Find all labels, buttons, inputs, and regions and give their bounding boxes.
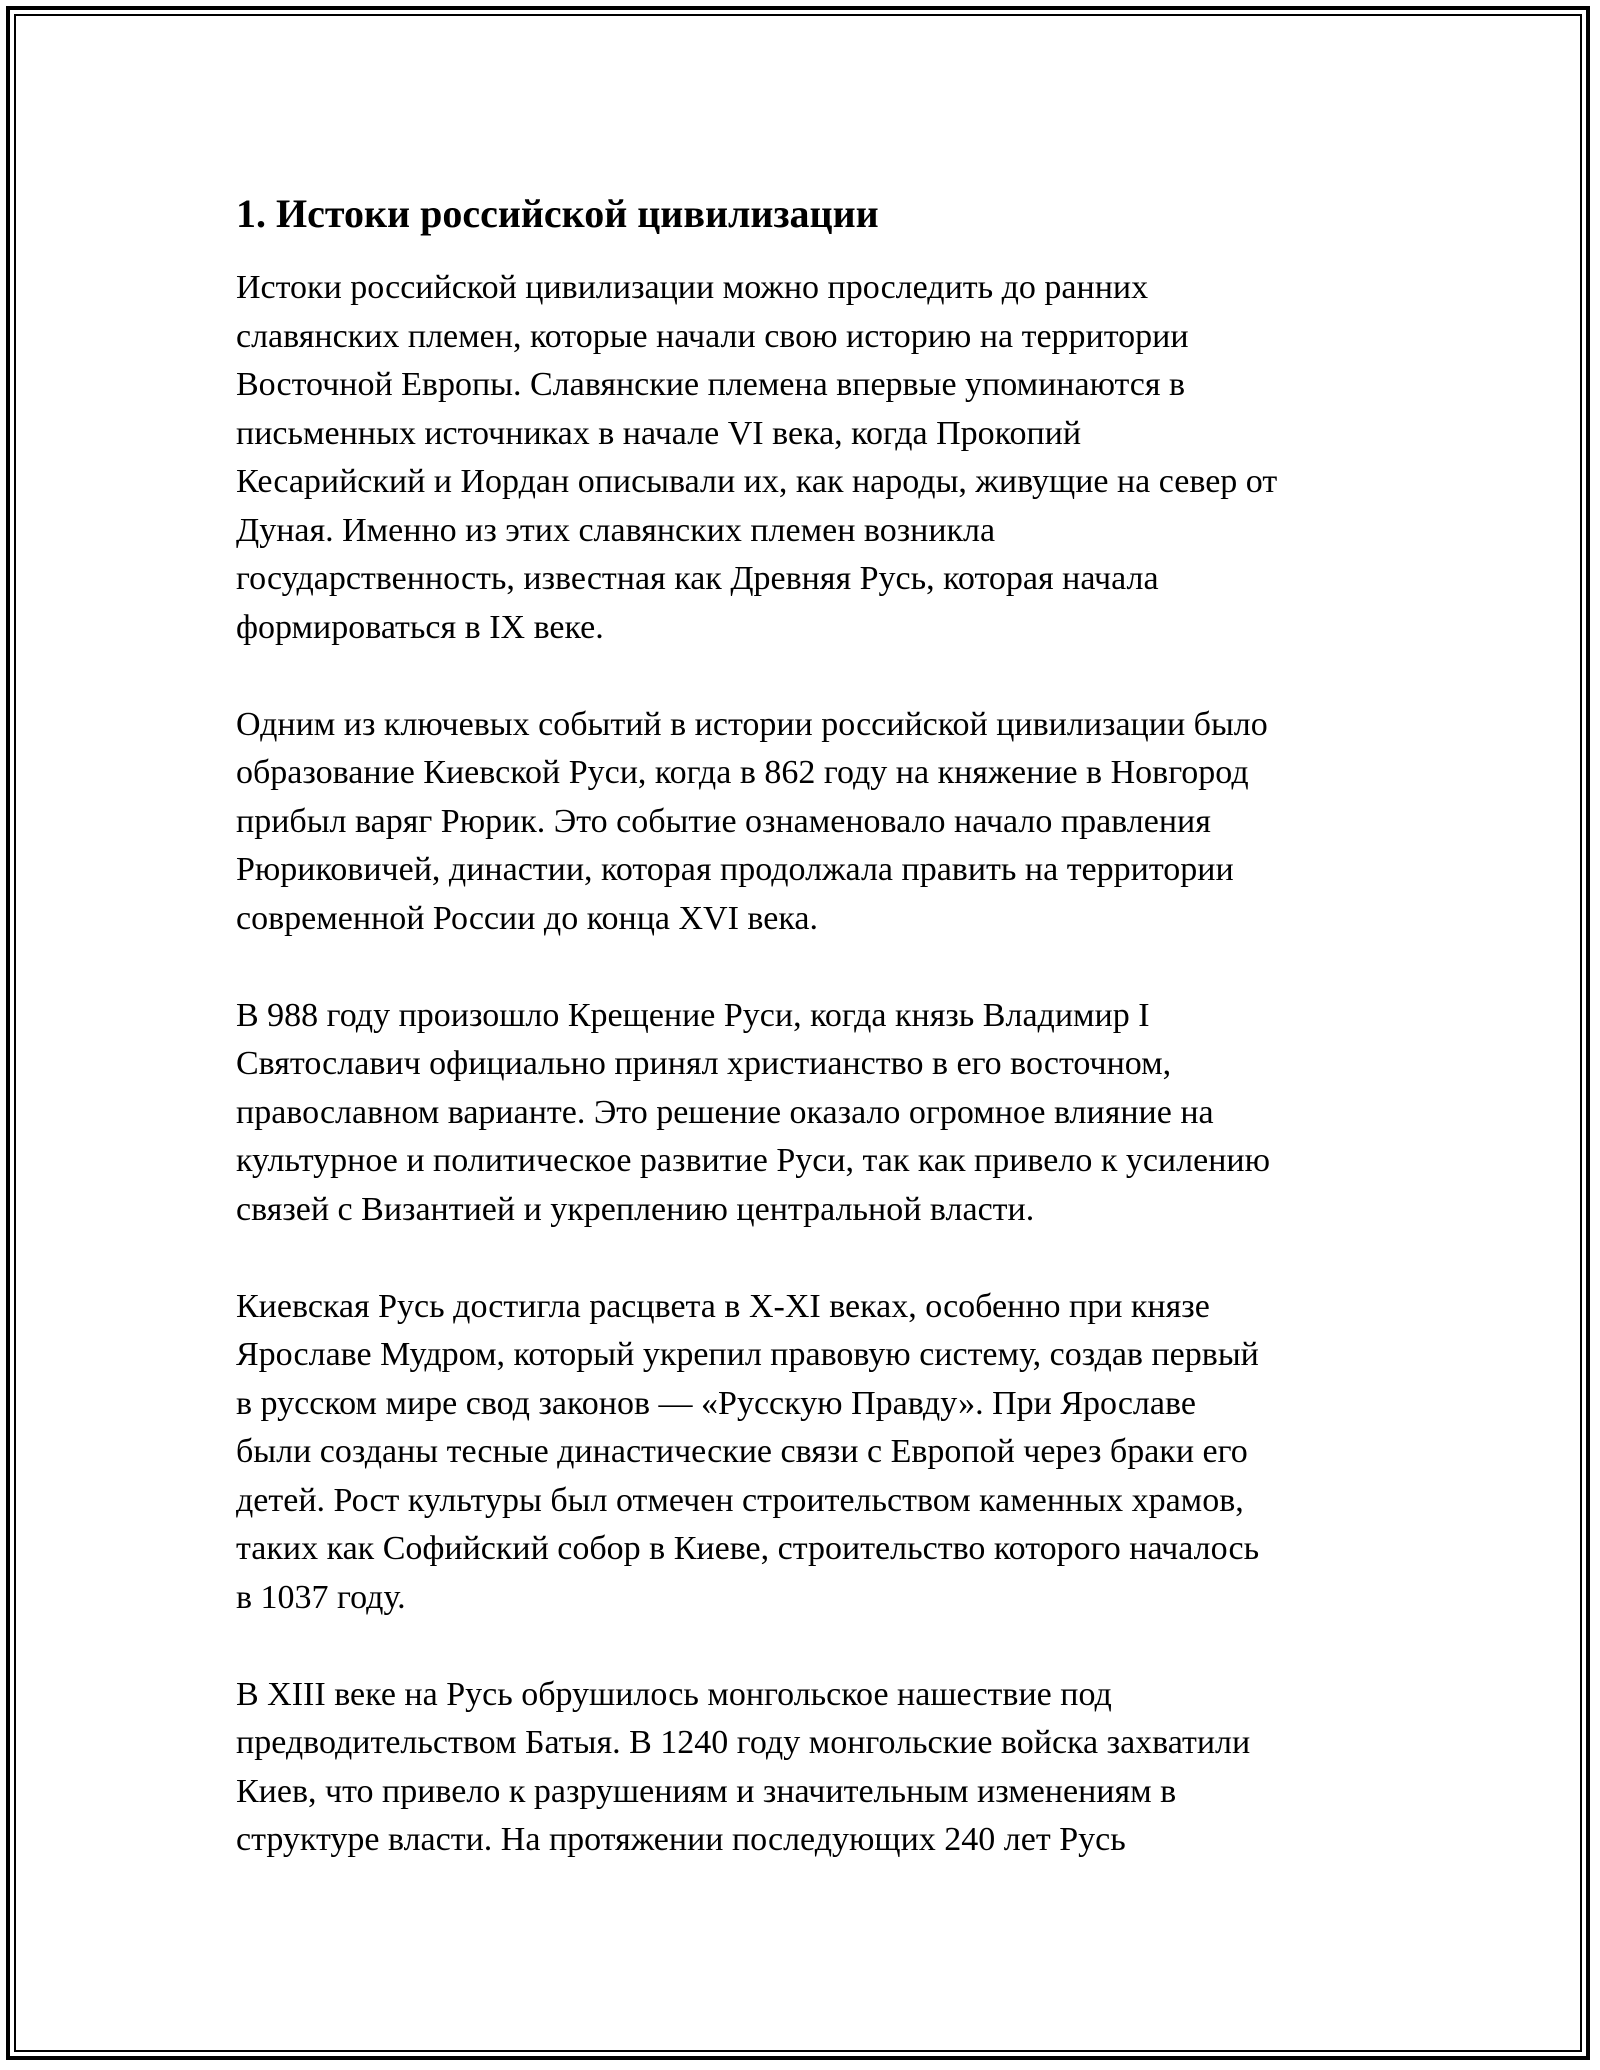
text-line: образование Киевской Руси, когда в 862 году на княжение в Новгород bbox=[236, 754, 1249, 791]
paragraph bbox=[236, 1671, 1376, 1865]
text-line: Восточной Европы. Славянские племена впервые упоминаются в bbox=[236, 366, 1186, 403]
text-line: Рюриковичей, династии, которая продолжала править на территории bbox=[236, 851, 1234, 888]
text-line: прибыл варяг Рюрик. Это событие ознаменовало начало правления bbox=[236, 802, 1211, 840]
text-line: в 1037 году. bbox=[236, 1578, 406, 1616]
text-line: письменных источниках в начале VI века, когда Прокопий bbox=[236, 414, 1082, 452]
text-line: были созданы тесные династические связи с Европой через браки его bbox=[236, 1433, 1248, 1470]
text-line: Киев, что привело к разрушениям и значительным изменениям в bbox=[236, 1772, 1177, 1810]
text-line: Дуная. Именно из этих славянских племен возникла bbox=[236, 511, 996, 549]
paragraph bbox=[236, 701, 1376, 944]
text-line: в русском мире свод законов — «Русскую Правду». При Ярославе bbox=[236, 1384, 1196, 1422]
text-line: современной России до конца XVI века. bbox=[236, 899, 818, 937]
text-line: связей с Византией и укреплению центральной власти. bbox=[236, 1190, 1035, 1228]
text-line: предводительством Батыя. В 1240 году монгольские войска захватили bbox=[236, 1724, 1251, 1761]
text-line: таких как Софийский собор в Киеве, строительство которого началось bbox=[236, 1530, 1260, 1567]
text-line: государственность, известная как Древняя Русь, которая начала bbox=[236, 560, 1159, 597]
paragraph bbox=[236, 992, 1376, 1235]
text-line: В XIII веке на Русь обрушилось монгольское нашествие под bbox=[236, 1675, 1112, 1713]
text-line: В 988 году произошло Крещение Руси, когда князь Владимир I bbox=[236, 996, 1150, 1034]
text-line: формироваться в IX веке. bbox=[236, 608, 604, 646]
text-line: Святославич официально принял христианство в его восточном, bbox=[236, 1045, 1172, 1082]
text-line: детей. Рост культуры был отмечен строительством каменных храмов, bbox=[236, 1481, 1244, 1519]
text-line: Истоки российской цивилизации можно проследить до ранних bbox=[236, 269, 1149, 306]
text-line: культурное и политическое развитие Руси, так как привело к усилению bbox=[236, 1142, 1270, 1179]
text-line: Ярославе Мудром, который укрепил правовую систему, создав первый bbox=[236, 1336, 1259, 1373]
paragraph bbox=[236, 1283, 1376, 1623]
document-body bbox=[236, 186, 1376, 1913]
paragraph bbox=[236, 264, 1376, 652]
text-line: Киевская Русь достигла расцвета в X-XI веках, особенно при князе bbox=[236, 1287, 1210, 1325]
text-line: славянских племен, которые начали свою историю на территории bbox=[236, 317, 1189, 355]
text-line: Одним из ключевых событий в истории российской цивилизации было bbox=[236, 705, 1268, 743]
text-line: структуре власти. На протяжении последующих 240 лет Русь bbox=[236, 1821, 1126, 1858]
text-line: Кесарийский и Иордан описывали их, как народы, живущие на север от bbox=[236, 463, 1278, 500]
text-line: православном варианте. Это решение оказало огромное влияние на bbox=[236, 1093, 1214, 1131]
section-title: 1. Истоки российской цивилизации bbox=[236, 191, 879, 236]
